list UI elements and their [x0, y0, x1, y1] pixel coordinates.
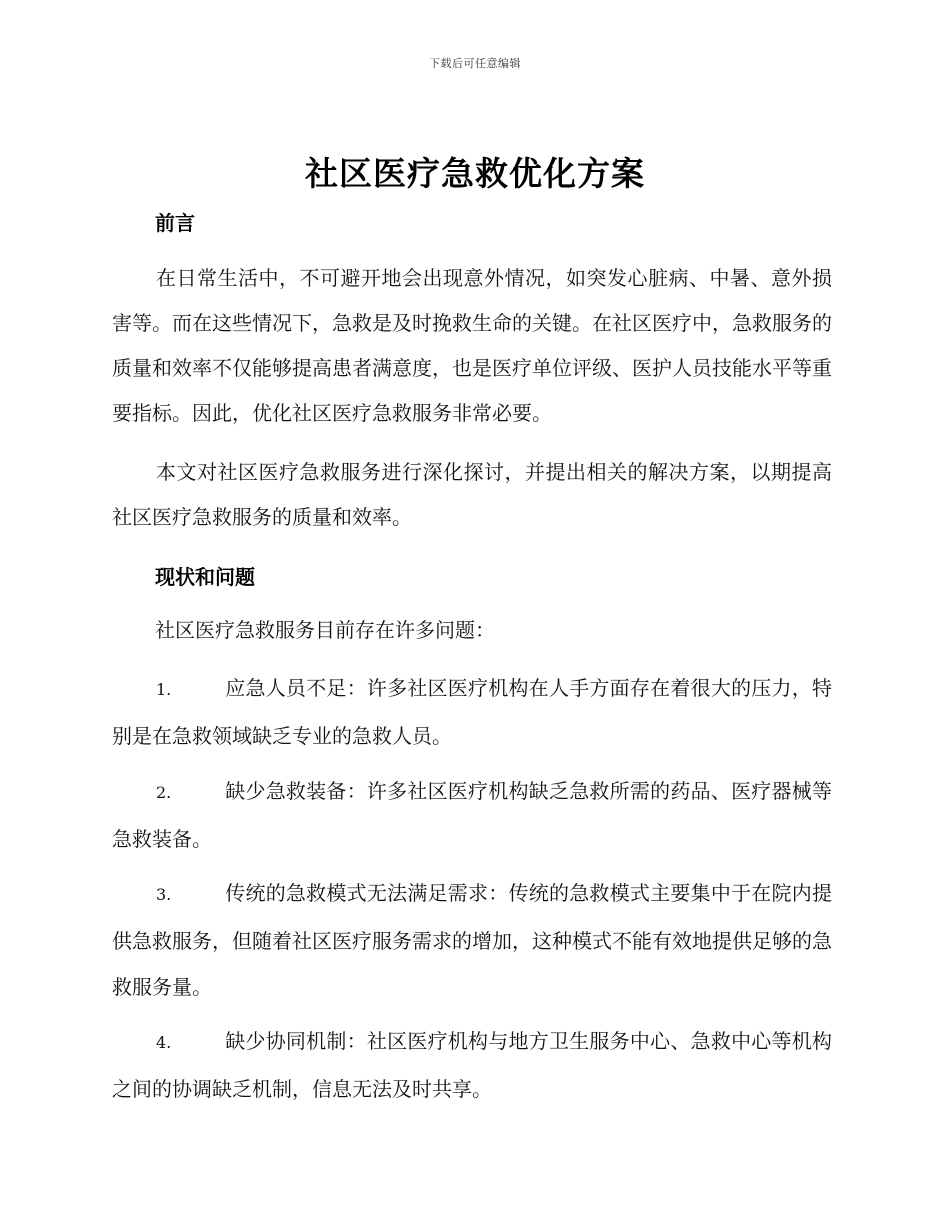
list-item	[112, 768, 832, 862]
section-heading-status: 现状和问题	[155, 565, 255, 589]
list-item	[112, 1018, 832, 1112]
paragraph: 在日常生活中，不可避开地会出现意外情况，如突发心脏病、中暑、意外损害等。而在这些情况下，急救是及时挽救生命的关键。在社区医疗中，急救服务的质量和效率不仅能够提高患者满意度，也是医疗单位评级、医护人员技能水平等重要指标。因此，优化社区医疗急救服务非常必要。	[112, 266, 832, 425]
list-item-number: 3.	[156, 885, 172, 904]
status-intro: 社区医疗急救服务目前存在许多问题：	[155, 618, 495, 642]
list-item-number: 4.	[156, 1033, 172, 1052]
document-title: 社区医疗急救优化方案	[305, 154, 645, 193]
list-item-text: 缺少协同机制：社区医疗机构与地方卫生服务中心、急救中心等机构之间的协调缺乏机制，信息无法及时共享。	[112, 1029, 832, 1101]
list-item-text: 缺少急救装备：许多社区医疗机构缺乏急救所需的药品、医疗器械等急救装备。	[112, 779, 832, 851]
section-heading-preface: 前言	[155, 211, 195, 235]
header-note: 下载后可任意编辑	[429, 57, 521, 70]
list-item	[112, 870, 832, 1010]
list-item-number: 2.	[156, 783, 172, 802]
list-item	[112, 665, 832, 759]
list-item-number: 1.	[156, 680, 172, 699]
list-item-text: 应急人员不足：许多社区医疗机构在人手方面存在着很大的压力，特别是在急救领域缺乏专业的急救人员。	[112, 676, 832, 748]
paragraph: 本文对社区医疗急救服务进行深化探讨，并提出相关的解决方案，以期提高社区医疗急救服务的质量和效率。	[112, 460, 832, 529]
list-item-text: 传统的急救模式无法满足需求：传统的急救模式主要集中于在院内提供急救服务，但随着社区医疗服务需求的增加，这种模式不能有效地提供足够的急救服务量。	[112, 881, 832, 999]
